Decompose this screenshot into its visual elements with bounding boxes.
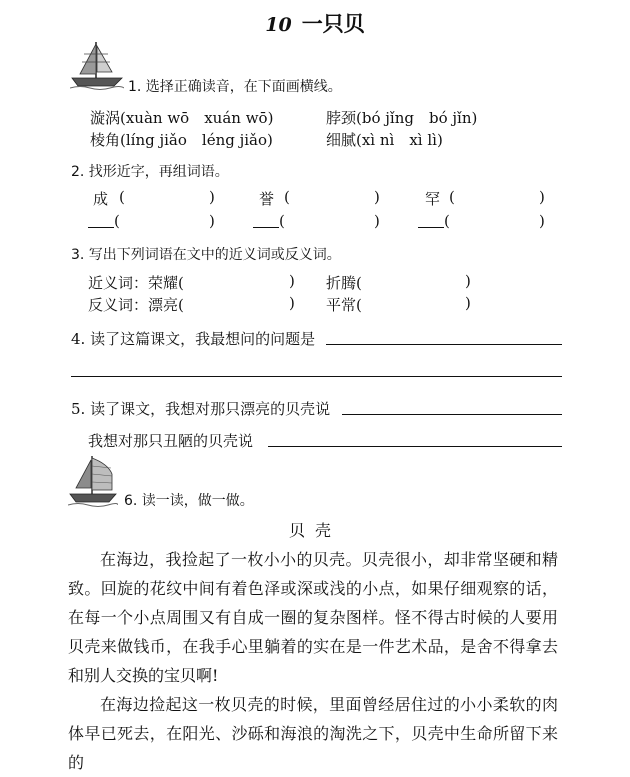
q2-paren-open: (	[444, 212, 450, 230]
q2-paren-close: )	[209, 188, 215, 206]
question-6-label: 6. 读一读，做一做。	[124, 493, 254, 509]
essay-body	[68, 545, 558, 777]
q2-paren-close: )	[539, 188, 545, 206]
q3-paren-close: )	[465, 294, 471, 312]
q2-blank-row[interactable]	[88, 212, 120, 230]
answer-line[interactable]	[342, 414, 562, 415]
q2-char-2: 誉	[259, 190, 275, 208]
question-5-line-2: 我想对那只丑陋的贝壳说	[88, 432, 254, 450]
question-1-label: 1. 选择正确读音，在下面画横线。	[128, 79, 342, 95]
essay-paragraph-2: 在海边捡起这一枚贝壳的时候，里面曾经居住过的小小柔软的肉体早已死去，在阳光、沙砾和海浪的淘洗之下，贝壳中生命所留下来的	[68, 695, 558, 772]
q2-paren-open: (	[119, 188, 125, 206]
question-5-label: 5. 读了课文，我想对那只漂亮的贝壳说	[71, 400, 331, 418]
q2-paren-open: (	[114, 212, 120, 230]
q2-blank-row[interactable]	[418, 212, 450, 230]
q3-paren-close: )	[465, 272, 471, 290]
lesson-number: 10	[265, 14, 292, 36]
q3-row-2-word-2: 平常(	[326, 296, 362, 314]
q2-paren-open: (	[284, 188, 290, 206]
sailboat-icon	[70, 40, 124, 92]
char-blank[interactable]	[253, 213, 279, 228]
q2-paren-close: )	[374, 212, 380, 230]
answer-line[interactable]	[71, 376, 562, 377]
question-4-label: 4. 读了这篇课文，我最想问的问题是	[71, 330, 316, 348]
q2-paren-close: )	[374, 188, 380, 206]
q3-row-1-word-2: 折腾(	[326, 274, 362, 292]
essay-title: 贝壳	[288, 521, 341, 540]
q2-paren-open: (	[449, 188, 455, 206]
q1-item-1: 漩涡(xuàn wō xuán wō)	[90, 109, 274, 127]
page-title	[0, 8, 630, 38]
essay-paragraph-1: 在海边，我捡起了一枚小小的贝壳。贝壳很小，却非常坚硬和精致。回旋的花纹中间有着色泽或深或浅的小点，如果仔细观察的话，在每一个小点周围又有自成一圈的复杂图样。怪不得古时候的人要用贝壳来做钱币，在我手心里躺着的实在是一件艺术品，是舍不得拿去和别人交换的宝贝啊!	[68, 550, 558, 685]
q1-item-2: 脖颈(bó jǐng bó jǐn)	[326, 109, 478, 127]
question-3-label: 3. 写出下列词语在文中的近义词或反义词。	[71, 247, 341, 263]
q2-char-3: 罕	[425, 190, 441, 208]
q2-paren-close: )	[209, 212, 215, 230]
q1-item-4: 细腻(xì nì xì lì)	[326, 131, 443, 149]
q3-row-2-word-1: 反义词：漂亮(	[88, 296, 184, 314]
q2-paren-close: )	[539, 212, 545, 230]
q2-paren-open: (	[279, 212, 285, 230]
answer-line[interactable]	[326, 344, 562, 345]
char-blank[interactable]	[418, 213, 444, 228]
q1-item-3: 棱角(líng jiǎo léng jiǎo)	[90, 131, 273, 149]
question-2-label: 2. 找形近字，再组词语。	[71, 164, 229, 180]
lesson-title: 一只贝	[301, 12, 365, 36]
q3-row-1-word-1: 近义词：荣耀(	[88, 274, 184, 292]
q2-blank-row[interactable]	[253, 212, 285, 230]
q3-paren-close: )	[289, 272, 295, 290]
q3-paren-close: )	[289, 294, 295, 312]
sailboat-icon	[68, 454, 118, 508]
answer-line[interactable]	[268, 446, 562, 447]
q2-char-1: 成	[93, 190, 109, 208]
char-blank[interactable]	[88, 213, 114, 228]
